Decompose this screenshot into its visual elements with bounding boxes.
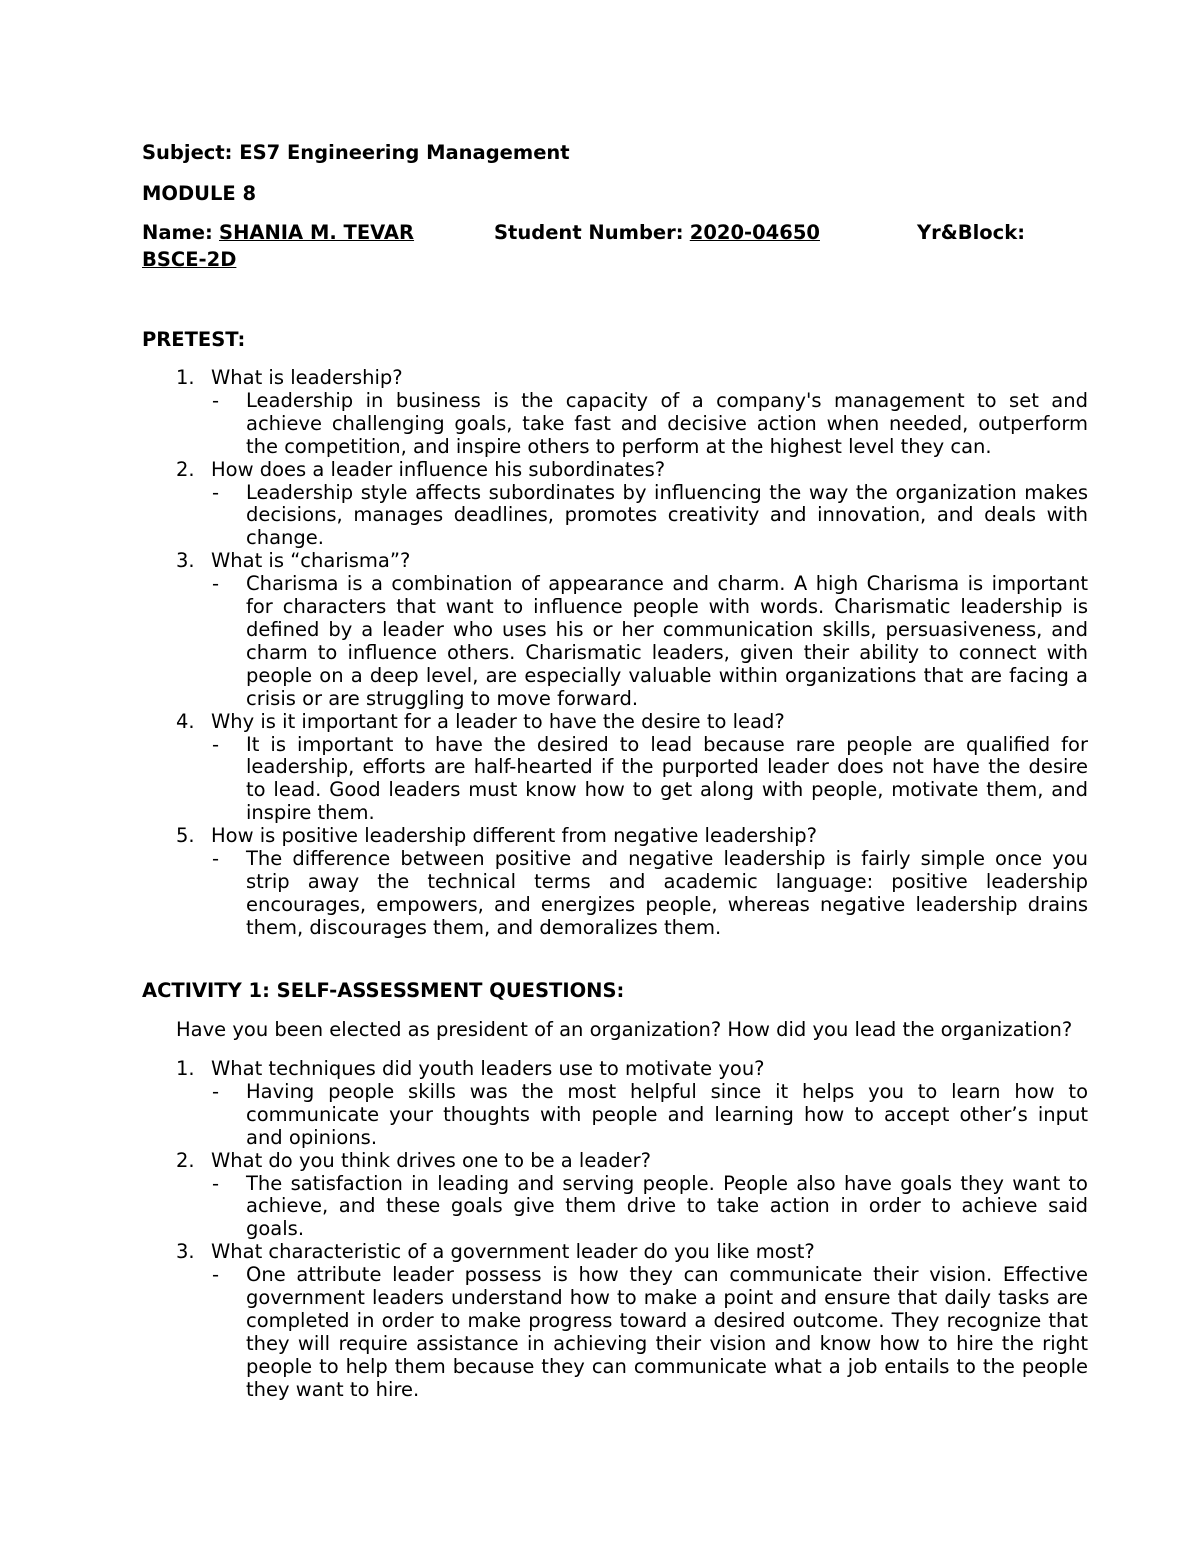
- question-item: [142, 367, 1088, 390]
- dash-bullet: -: [212, 732, 220, 756]
- question-number: 4.: [176, 709, 195, 733]
- question-text: How does a leader influence his subordinates?: [211, 457, 666, 481]
- dash-bullet: -: [212, 847, 220, 871]
- answer-text: Having people skills was the most helpful since it helps you to learn how to communicate your thoughts with people and learning how to accept other’s input and opinions.: [246, 1079, 1088, 1149]
- student-number-label: Student Number:: [494, 221, 684, 244]
- answer-text: It is important to have the desired to lead because rare people are qualified for leadership, efforts are half-hearted if the purported leader does not have the desire to lead. Good leaders must know how to get along with people, motivate them, and inspire them.: [246, 732, 1088, 825]
- answer-text: Leadership in business is the capacity of a company's management to set and achieve challenging goals, take fast and decisive action when needed, outperform the competition, and inspire others to perform at the highest level they can.: [246, 388, 1088, 458]
- question-item: [142, 459, 1088, 482]
- name-label: Name:: [142, 221, 213, 244]
- question-text: What do you think drives one to be a leader?: [211, 1148, 652, 1172]
- question-number: 3.: [176, 1240, 195, 1264]
- activity-question-list: [142, 1058, 1088, 1402]
- question-number: 5.: [176, 824, 195, 848]
- answer-item: [142, 482, 1088, 551]
- name-field: [142, 221, 414, 245]
- answer-text: Leadership style affects subordinates by influencing the way the organization makes decisions, manages deadlines, promotes creativity and innovation, and deals with change.: [246, 480, 1088, 550]
- dash-bullet: -: [212, 1171, 220, 1195]
- answer-item: [142, 734, 1088, 826]
- module-title: MODULE 8: [142, 182, 257, 205]
- question-item: [142, 550, 1088, 573]
- dash-bullet: -: [212, 1079, 220, 1103]
- student-number-value: 2020-04650: [689, 221, 820, 244]
- question-item: [142, 1150, 1088, 1173]
- student-number-field: [494, 221, 820, 245]
- question-item: [142, 1058, 1088, 1081]
- dash-bullet: -: [212, 480, 220, 504]
- answer-text: Charisma is a combination of appearance and charm. A high Charisma is important for characters that want to influence people with words. Charismatic leadership is defined by a leader who uses his or her communication skills, persuasiveness, and charm to influence others. Charismatic leaders, given their ability to connect with people on a deep level, are especially valuable within organizations that are facing a crisis or are struggling to move forward.: [246, 572, 1088, 710]
- yr-block-value: BSCE-2D: [142, 248, 237, 271]
- answer-item: [142, 1264, 1088, 1401]
- activity-heading: ACTIVITY 1: SELF-ASSESSMENT QUESTIONS:: [142, 979, 625, 1002]
- answer-text: One attribute leader possess is how they can communicate their vision. Effective government leaders understand how to make a point and ensure that daily tasks are completed in order to make progress toward a desired outcome. They recognize that they will require assistance in achieving their vision and know how to hire the right people to help them because they can communicate what a job entails to the people they want to hire.: [246, 1263, 1088, 1401]
- question-number: 1.: [176, 366, 195, 389]
- answer-item: [142, 1173, 1088, 1242]
- question-text: What is leadership?: [211, 366, 403, 389]
- question-item: [142, 711, 1088, 734]
- subject-line: Subject: ES7 Engineering Management: [142, 141, 570, 164]
- question-number: 1.: [176, 1057, 195, 1080]
- question-number: 2.: [176, 1148, 195, 1172]
- question-text: How is positive leadership different from negative leadership?: [211, 824, 817, 848]
- pretest-question-list: [142, 367, 1088, 940]
- name-value: SHANIA M. TEVAR: [219, 221, 415, 244]
- dash-bullet: -: [212, 572, 220, 596]
- question-item: [142, 825, 1088, 848]
- yr-block-label: Yr&Block:: [917, 221, 1026, 244]
- pretest-heading: PRETEST:: [142, 328, 246, 351]
- question-text: What techniques did youth leaders use to motivate you?: [211, 1057, 765, 1080]
- answer-item: [142, 390, 1088, 459]
- dash-bullet: -: [212, 388, 220, 412]
- question-text: What is “charisma”?: [211, 549, 411, 573]
- question-text: What characteristic of a government leader do you like most?: [211, 1240, 815, 1264]
- answer-item: [142, 1081, 1088, 1150]
- question-item: [142, 1241, 1088, 1264]
- activity-intro: Have you been elected as president of an organization? How did you lead the organization?: [176, 1018, 1073, 1041]
- dash-bullet: -: [212, 1263, 220, 1287]
- question-number: 2.: [176, 457, 195, 481]
- answer-item: [142, 848, 1088, 940]
- answer-text: The satisfaction in leading and serving people. People also have goals they want to achieve, and these goals give them drive to take action in order to achieve said goals.: [246, 1171, 1088, 1241]
- question-text: Why is it important for a leader to have the desire to lead?: [211, 709, 785, 733]
- answer-text: The difference between positive and negative leadership is fairly simple once you strip away the technical terms and academic language: positive leadership encourages, empowers, and energizes people, whereas negative leadership drains them, discourages them, and demoralizes them.: [246, 847, 1088, 939]
- answer-item: [142, 573, 1088, 710]
- question-number: 3.: [176, 549, 195, 573]
